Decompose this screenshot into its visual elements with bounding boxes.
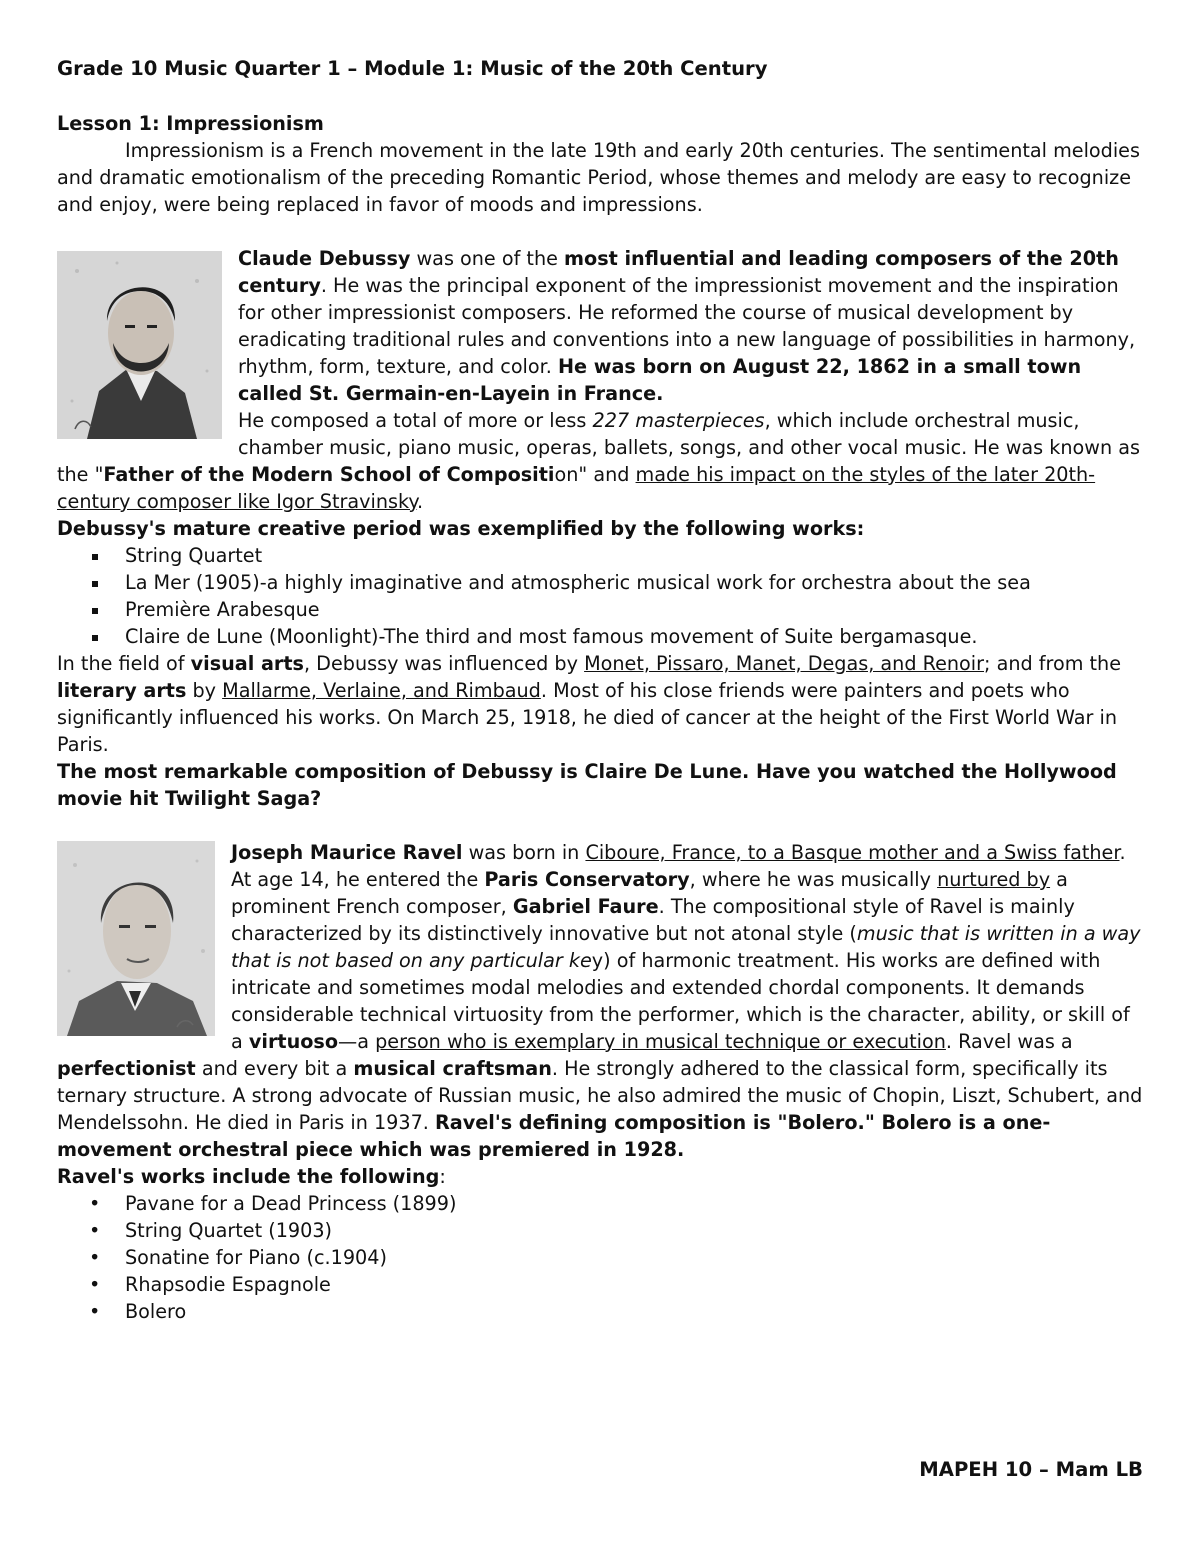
text-run: ; and from the [984, 652, 1122, 675]
list-item: • Rhapsodie Espagnole [125, 1271, 1145, 1298]
intro-paragraph: Impressionism is a French movement in the late 19th and early 20th centuries. The sentimental melodies and dramatic emotionalism of the preceding Romantic Period, whose themes and melody are easy to recognize and enjoy, were being replaced in favor of moods and impressions. [57, 139, 1140, 216]
debussy-portrait [57, 251, 222, 439]
underlined-run: made his impact on the styles of the later 20th-century composer like Igor Stravinsky [57, 463, 1096, 513]
bold-run: The most remarkable composition of Debussy is Claire De Lune. Have you watched the Hollywood movie hit Twilight Saga? [57, 760, 1117, 810]
italic-run: music that is written in a way that is not based on any particular ke [231, 922, 1141, 972]
text-run: by [186, 679, 223, 702]
underlined-run: Ciboure, France, to a Basque mother and a Swiss father [585, 841, 1120, 864]
text-run: . The compositional style of Ravel is mainly characterized by its distinctively innovative but not atonal style ( [231, 895, 1075, 945]
bold-run: musical craftsman [353, 1057, 552, 1080]
debussy-works-heading [57, 515, 1145, 542]
text-run: and every bit a [195, 1057, 354, 1080]
text-run: on" and [554, 463, 636, 486]
bold-run: Gabriel Faure [512, 895, 659, 918]
birth-info: He was born on August 22, 1862 in a small town called St. Germain-en-Layein in France. [238, 355, 1082, 405]
document-title: Grade 10 Music Quarter 1 – Module 1: Music of the 20th Century [57, 57, 768, 80]
debussy-works-list [57, 542, 1145, 650]
ravel-works-list [57, 1190, 1145, 1325]
page-footer: MAPEH 10 – Mam LB [919, 1458, 1143, 1481]
ravel-works-heading [57, 1163, 1145, 1190]
underlined-run: nurtured by [937, 868, 1051, 891]
text-run: . He was the principal exponent of the impressionist movement and the inspiration for other impressionist composers. He reformed the course of musical development by eradicating traditional rules and conventions into a new language of possibilities in harmony, rhythm, form, texture, and color. [238, 274, 1136, 378]
ravel-paragraph [57, 839, 1145, 1163]
italic-run: 227 masterpieces [592, 409, 765, 432]
text-run: —a [338, 1030, 376, 1053]
text-run: . [417, 490, 424, 513]
list-item: Claire de Lune (Moonlight)-The third and most famous movement of Suite bergamasque. [125, 623, 1145, 650]
text-run: He composed a total of more or less [238, 409, 593, 432]
bold-run: Ravel's works include the following [57, 1165, 440, 1188]
bold-run: virtuoso [248, 1030, 339, 1053]
text-run: was one of the [410, 247, 565, 270]
debussy-remark [57, 758, 1145, 812]
list-item: • Bolero [125, 1298, 1145, 1325]
text-run: : [439, 1165, 446, 1188]
text-run: . At age 14, he entered the [231, 841, 1126, 891]
ravel-name: Joseph Maurice Ravel [231, 841, 463, 864]
text-run: In the field of [57, 652, 191, 675]
text-run: , which include orchestral music, chamber music, piano music, operas, ballets, songs, and other vocal music. He was known as the " [57, 409, 1140, 486]
list-item: • String Quartet (1903) [125, 1217, 1145, 1244]
ravel-portrait [57, 841, 215, 1036]
text-run: was born in [462, 841, 586, 864]
debussy-influences-paragraph [57, 650, 1145, 758]
bold-run: Ravel's defining composition is "Bolero." Bolero is a one-movement orchestral piece which was premiered in 1928. [57, 1111, 1051, 1161]
underlined-run: Monet, Pissaro, Manet, Degas, and Renoir [584, 652, 984, 675]
list-item: Première Arabesque [125, 596, 1145, 623]
text-run: a prominent French composer, [231, 868, 1068, 918]
underlined-run: person who is exemplary in musical technique or execution [375, 1030, 946, 1053]
list-item: La Mer (1905)-a highly imaginative and atmospheric musical work for orchestra about the sea [125, 569, 1145, 596]
list-item: String Quartet [125, 542, 1145, 569]
text-run: y) of harmonic treatment. His works are defined with intricate and sometimes modal melodies and extended chordal components. It demands considerable technical virtuosity from the performer, which is the character, ability, or skill of a [231, 949, 1130, 1053]
underlined-run: Mallarme, Verlaine, and Rimbaud [222, 679, 541, 702]
bold-run: visual arts [190, 652, 304, 675]
bold-run: perfectionist [57, 1057, 196, 1080]
bold-run: literary arts [57, 679, 187, 702]
text-run: , where he was musically [689, 868, 938, 891]
text-run: . Most of his close friends were painters and poets who significantly influenced his works. On March 25, 1918, he died of cancer at the height of the First World War in Paris. [57, 679, 1118, 756]
text-run: . Ravel was a [945, 1030, 1073, 1053]
list-item: • Pavane for a Dead Princess (1899) [125, 1190, 1145, 1217]
bold-run: Paris Conservatory [484, 868, 690, 891]
bold-run: Father of the Modern School of Compositi [103, 463, 555, 486]
text-run: . He strongly adhered to the classical form, specifically its ternary structure. A strong advocate of Russian music, he also admired the music of Chopin, Liszt, Schubert, and Mendelssohn. He died in Paris in 1937. [57, 1057, 1143, 1134]
bold-run: Debussy's mature creative period was exemplified by the following works: [57, 517, 865, 540]
text-run: , Debussy was influenced by [303, 652, 585, 675]
lesson-heading: Lesson 1: Impressionism [57, 112, 324, 135]
debussy-name: Claude Debussy [238, 247, 411, 270]
list-item: • Sonatine for Piano (c.1904) [125, 1244, 1145, 1271]
bold-run: most influential and leading composers of the 20th century [238, 247, 1119, 297]
document-page [57, 55, 1145, 1325]
